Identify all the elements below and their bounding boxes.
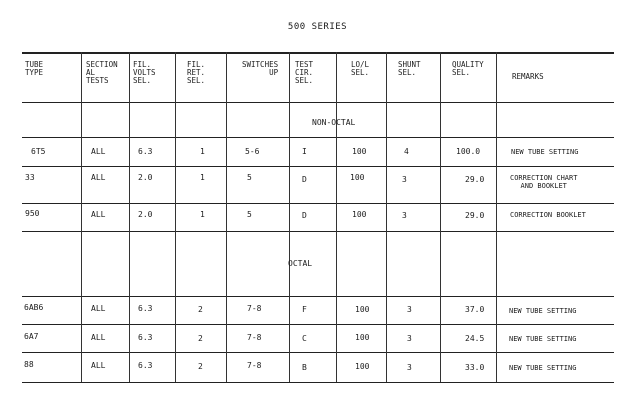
table-top-rule [22,52,614,54]
rule-after-row-3 [22,231,614,232]
fil-ret-cell: 1 [200,173,205,182]
rule-after-row-1 [22,166,614,167]
col-divider-3 [175,52,176,382]
fil-ret-cell: 2 [198,334,203,343]
shunt-sel-cell: 3 [407,334,412,343]
col-divider-8 [440,52,441,382]
switches-up-cell: 5 [247,210,252,219]
test-cir-cell: D [302,175,307,184]
header-remarks: REMARKS [512,72,544,81]
col-divider-4 [226,52,227,382]
rule-after-nonoctal [22,137,614,138]
quality-sel-cell: 29.0 [465,211,485,220]
sectional-tests-cell: ALL [91,361,106,370]
switches-up-cell: 7-8 [247,333,262,342]
quality-sel-cell: 37.0 [465,305,485,314]
section-label-octal: OCTAL [288,259,313,268]
sectional-tests-cell: ALL [91,173,106,182]
tube-type-cell: 6T5 [31,147,46,156]
col-divider-2 [129,52,130,382]
header-shunt-sel: SHUNT SEL. [398,60,421,77]
lol-sel-cell: 100 [352,210,367,219]
header-lol-sel: LO/L SEL. [351,60,370,77]
col-divider-9 [496,52,497,382]
sectional-tests-cell: ALL [91,333,106,342]
rule-after-row-2 [22,203,614,204]
test-cir-cell: F [302,305,307,314]
fil-volts-cell: 6.3 [138,304,153,313]
header-test-cir-sel: TEST CIR. SEL. [295,60,314,85]
fil-volts-cell: 6.3 [138,147,153,156]
test-cir-cell: I [302,147,307,156]
remarks-cell: NEW TUBE SETTING [509,307,577,315]
tube-type-cell: 6AB6 [24,303,44,312]
remarks-cell: NEW TUBE SETTING [509,364,577,372]
col-divider-5 [289,52,290,382]
shunt-sel-cell: 3 [407,363,412,372]
switches-up-cell: 5 [247,173,252,182]
test-cir-cell: B [302,363,307,372]
shunt-sel-cell: 3 [402,175,407,184]
lol-sel-cell: 100 [355,333,370,342]
switches-up-cell: 7-8 [247,304,262,313]
rule-after-row-4 [22,324,614,325]
lol-sel-cell: 100 [352,147,367,156]
rule-after-row-5 [22,352,614,353]
shunt-sel-cell: 3 [407,305,412,314]
table-bottom-rule [22,382,614,383]
col-divider-7 [386,52,387,382]
lol-sel-cell: 100 [355,305,370,314]
remarks-cell: CORRECTION BOOKLET [510,211,586,219]
test-cir-cell: D [302,211,307,220]
sectional-tests-cell: ALL [91,210,106,219]
header-fil-ret-sel: FIL. RET. SEL. [187,60,206,85]
tube-type-cell: 950 [25,209,40,218]
fil-volts-cell: 2.0 [138,210,153,219]
shunt-sel-cell: 3 [402,211,407,220]
section-label-non-octal: NON-OCTAL [312,118,356,127]
fil-ret-cell: 2 [198,362,203,371]
header-switches-up: SWITCHES UP [242,60,279,77]
switches-up-cell: 5-6 [245,147,260,156]
rule-after-octal [22,296,614,297]
sectional-tests-cell: ALL [91,304,106,313]
lol-sel-cell: 100 [350,173,365,182]
header-quality-sel: QUALITY SEL. [452,60,484,77]
col-divider-1 [81,52,82,382]
lol-sel-cell: 100 [355,362,370,371]
remarks-cell: NEW TUBE SETTING [511,148,579,156]
page-title: 500 SERIES [287,22,348,32]
test-cir-cell: C [302,334,307,343]
quality-sel-cell: 24.5 [465,334,485,343]
fil-ret-cell: 2 [198,305,203,314]
quality-sel-cell: 33.0 [465,363,485,372]
tube-type-cell: 88 [24,360,34,369]
fil-volts-cell: 6.3 [138,333,153,342]
header-tube-type: TUBE TYPE [25,60,44,77]
shunt-sel-cell: 4 [404,147,409,156]
header-fil-volts-sel: FIL. VOLTS SEL. [133,60,156,85]
fil-ret-cell: 1 [200,210,205,219]
remarks-cell: CORRECTION CHART AND BOOKLET [510,174,578,190]
header-sectional-tests: SECTION AL TESTS [86,60,118,85]
tube-type-cell: 6A7 [24,332,39,341]
fil-volts-cell: 6.3 [138,361,153,370]
tube-type-cell: 33 [25,173,35,182]
fil-ret-cell: 1 [200,147,205,156]
quality-sel-cell: 100.0 [456,147,481,156]
fil-volts-cell: 2.0 [138,173,153,182]
header-bottom-rule [22,102,614,103]
col-divider-6 [336,52,337,382]
sectional-tests-cell: ALL [91,147,106,156]
quality-sel-cell: 29.0 [465,175,485,184]
switches-up-cell: 7-8 [247,361,262,370]
remarks-cell: NEW TUBE SETTING [509,335,577,343]
